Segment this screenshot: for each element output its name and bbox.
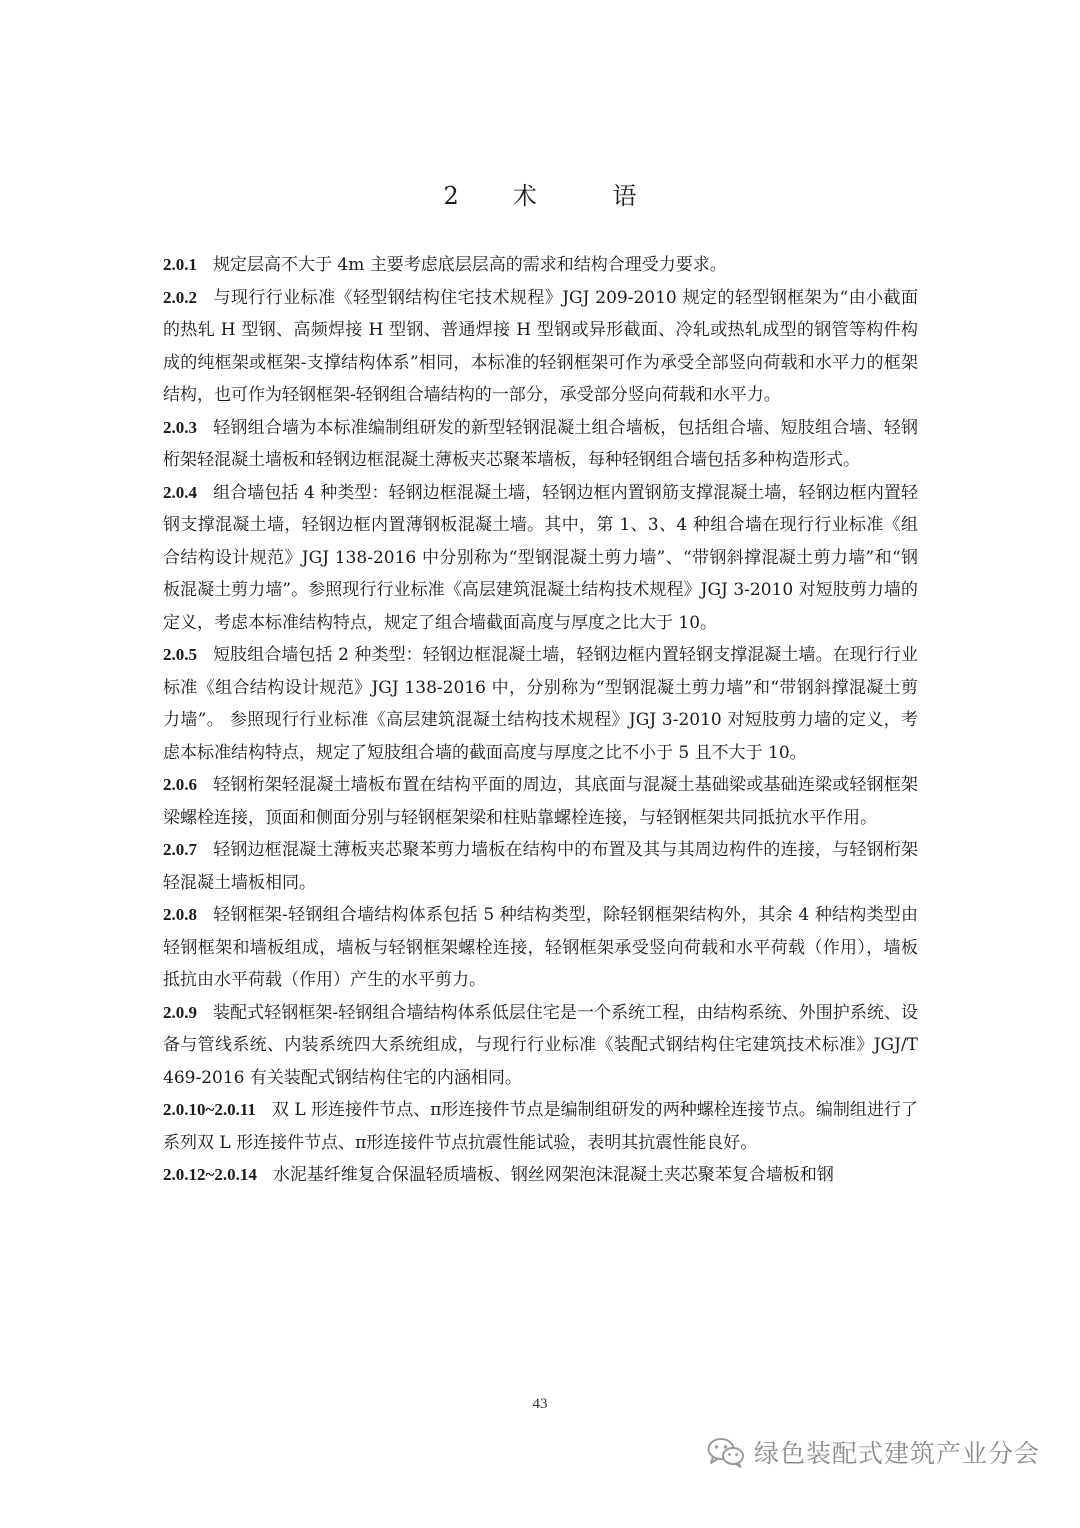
clause-number: 2.0.5	[163, 645, 197, 664]
clause-text: 水泥基纤维复合保温轻质墙板、钢丝网架泡沫混凝土夹芯聚苯复合墙板和钢	[272, 1165, 834, 1185]
clause-number: 2.0.7	[163, 840, 197, 859]
clause-number: 2.0.8	[163, 905, 197, 924]
clause-number: 2.0.6	[163, 775, 197, 794]
clause-text: 轻钢桁架轻混凝土墙板布置在结构平面的周边，其底面与混凝土基础梁或基础连梁或轻钢框架梁螺栓连接，顶面和侧面分别与轻钢框架梁和柱贴靠螺栓连接，与轻钢框架共同抵抗水平作用。	[163, 775, 918, 828]
chapter-heading	[0, 176, 1080, 211]
clause-2-0-1	[163, 249, 918, 282]
clause-number: 2.0.4	[163, 482, 197, 502]
clause-text: 规定层高不大于 4m 主要考虑底层层高的需求和结构合理受力要求。	[213, 255, 727, 275]
clause-text: 双 L 形连接件节点、π形连接件节点是编制组研发的两种螺栓连接节点。编制组进行了系列双 L 形连接件节点、π形连接件节点抗震性能试验，表明其抗震性能良好。	[163, 1100, 918, 1153]
chapter-number: 2	[443, 182, 461, 210]
clause-2-0-6	[163, 769, 918, 834]
wechat-icon	[706, 1436, 746, 1468]
clause-2-0-12-14	[163, 1159, 918, 1192]
clause-number: 2.0.3	[163, 417, 197, 437]
clause-2-0-7	[163, 834, 918, 899]
clause-text: 装配式轻钢框架-轻钢组合墙结构体系低层住宅是一个系统工程，由结构系统、外围护系统、设备与管线系统、内装系统四大系统组成，与现行行业标准《装配式钢结构住宅建筑技术标准》JGJ/T 469-2016 有关装配式钢结构住宅的内涵相同。	[163, 1002, 918, 1088]
clause-number: 2.0.9	[163, 1002, 197, 1022]
clause-list	[163, 249, 918, 1192]
page-number: 43	[532, 1396, 548, 1412]
clause-text: 轻钢框架-轻钢组合墙结构体系包括 5 种结构类型，除轻钢框架结构外，其余 4 种结构类型由轻钢框架和墙板组成，墙板与轻钢框架螺栓连接，轻钢框架承受竖向荷载和水平荷载（作用），墙板抵抗由水平荷载（作用）产生的水平剪力。	[163, 905, 918, 990]
clause-number: 2.0.10~2.0.11	[163, 1100, 256, 1119]
clause-text: 短肢组合墙包括 2 种类型：轻钢边框混凝土墙，轻钢边框内置轻钢支撑混凝土墙。在现行行业标准《组合结构设计规范》JGJ 138-2016 中，分别称为“型钢混凝土剪力墙”和“带钢斜撑混凝土剪力墙”。 参照现行行业标准《高层建筑混凝土结构技术规程》JGJ 3-2010 对短肢剪力墙的定义，考虑本标准结构特点，规定了短肢组合墙的截面高度与厚度之比不小于 5 且不大于 10。	[163, 645, 918, 763]
chapter-title: 术 语	[512, 182, 671, 210]
clause-number: 2.0.12~2.0.14	[163, 1165, 257, 1184]
clause-2-0-5	[163, 639, 918, 769]
clause-text: 组合墙包括 4 种类型：轻钢边框混凝土墙，轻钢边框内置钢筋支撑混凝土墙，轻钢边框内置轻钢支撑混凝土墙，轻钢边框内置薄钢板混凝土墙。其中，第 1、3、4 种组合墙在现行行业标准《组合结构设计规范》JGJ 138-2016 中分别称为“型钢混凝土剪力墙”、“带钢斜撑混凝土剪力墙”和“钢板混凝土剪力墙”。参照现行行业标准《高层建筑混凝土结构技术规程》JGJ 3-2010 对短肢剪力墙的定义，考虑本标准结构特点，规定了组合墙截面高度与厚度之比大于 10。	[163, 482, 918, 633]
clause-number: 2.0.1	[163, 255, 197, 274]
clause-2-0-4	[163, 477, 918, 640]
clause-2-0-10-11	[163, 1094, 918, 1159]
clause-number: 2.0.2	[163, 287, 197, 307]
clause-2-0-9	[163, 997, 918, 1095]
clause-2-0-2	[163, 282, 918, 412]
watermark-text: 绿色装配式建筑产业分会	[754, 1439, 1041, 1468]
watermark	[706, 1432, 1040, 1472]
clause-2-0-3	[163, 412, 918, 477]
clause-text: 轻钢边框混凝土薄板夹芯聚苯剪力墙板在结构中的布置及其与其周边构件的连接，与轻钢桁架轻混凝土墙板相同。	[163, 840, 918, 893]
clause-text: 与现行行业标准《轻型钢结构住宅技术规程》JGJ 209-2010 规定的轻型钢框架为“由小截面的热轧 H 型钢、高频焊接 H 型钢、普通焊接 H 型钢或异形截面、冷轧或热轧成型的钢管等构件构成的纯框架或框架-支撑结构体系”相同，本标准的轻钢框架可作为承受全部竖向荷载和水平力的框架结构，也可作为轻钢框架-轻钢组合墙结构的一部分，承受部分竖向荷载和水平力。	[163, 287, 918, 405]
clause-2-0-8	[163, 899, 918, 997]
clause-text: 轻钢组合墙为本标准编制组研发的新型轻钢混凝土组合墙板，包括组合墙、短肢组合墙、轻钢桁架轻混凝土墙板和轻钢边框混凝土薄板夹芯聚苯墙板，每种轻钢组合墙包括多种构造形式。	[163, 417, 918, 470]
